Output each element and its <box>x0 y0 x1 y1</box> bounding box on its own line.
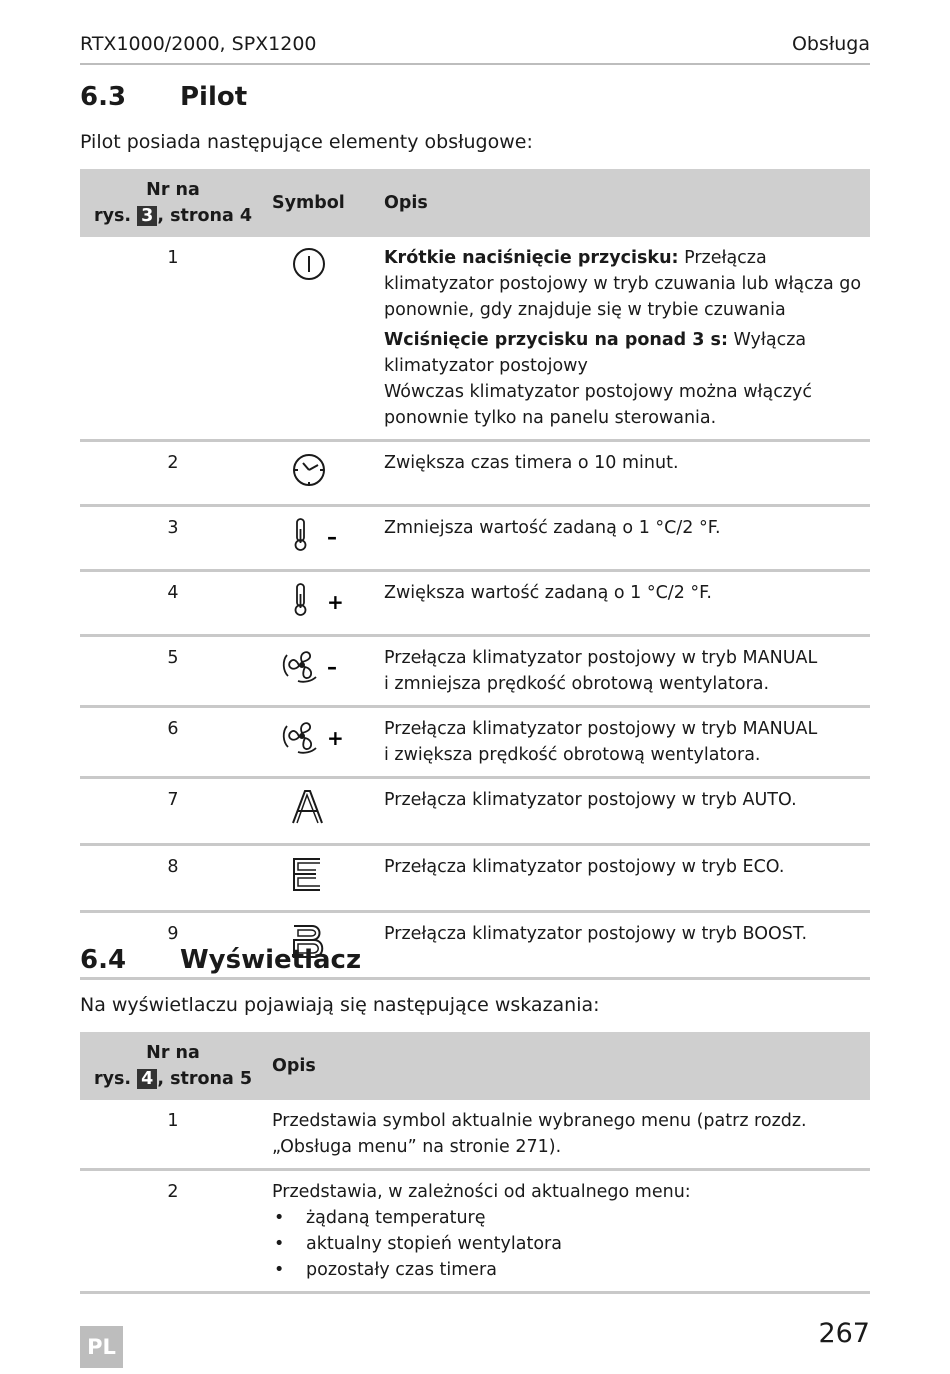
thermometer-icon <box>272 515 372 553</box>
letter-a-icon <box>272 787 372 827</box>
table-row: 3 – Zmniejsza wartość zadaną o 1 °C/2 °F. <box>80 506 870 571</box>
col-header-nr: Nr na rys. 4 , strona 5 <box>80 1032 266 1100</box>
sign-label: – <box>327 525 337 549</box>
fan-icon <box>272 645 372 685</box>
thermometer-icon <box>272 580 372 618</box>
bullet-list <box>272 1205 864 1283</box>
power-icon <box>272 245 372 281</box>
table-row: 2 Zwiększa czas timera o 10 minut. <box>80 441 870 506</box>
header-chapter: Obsługa <box>791 33 870 55</box>
table-row: 5 – Przełącza klimatyzator postojowy w tryb MANUAL i zmniejsza prędkość obrotową wentylatora. <box>80 636 870 707</box>
running-header <box>80 33 870 65</box>
col-header-symbol: Symbol <box>266 169 378 237</box>
table-row: 7 Przełącza klimatyzator postojowy w tryb AUTO. <box>80 778 870 845</box>
table-row: 4 + Zwiększa wartość zadaną o 1 °C/2 °F. <box>80 571 870 636</box>
language-badge: PL <box>80 1326 123 1368</box>
figure-number-badge: 4 <box>137 1069 157 1089</box>
section-intro: Pilot posiada następujące elementy obsługowe: <box>80 131 533 153</box>
list-item: • pozostały czas timera <box>272 1257 864 1283</box>
table-header-row <box>80 1032 870 1100</box>
col-header-nr: Nr na rys. 3 , strona 4 <box>80 169 266 237</box>
sign-label: + <box>327 590 344 614</box>
table-row: 6 + Przełącza klimatyzator postojowy w tryb MANUAL i zwiększa prędkość obrotową wentylatora. <box>80 707 870 778</box>
page-number: 267 <box>818 1318 870 1349</box>
table-row: 8 Przełącza klimatyzator postojowy w tryb ECO. <box>80 845 870 912</box>
section-intro: Na wyświetlaczu pojawiają się następujące wskazania: <box>80 994 600 1016</box>
section-number: 6.4 <box>80 945 127 975</box>
table-row: 9 Przełącza klimatyzator postojowy w tryb BOOST. <box>80 912 870 979</box>
fan-icon <box>272 716 372 756</box>
table-row: 1 Krótkie naciśnięcie przycisku: Przełącza klimatyzator postojowy w tryb czuwania lub włącza go ponownie, gdy znajduje się w trybie czuwania Wciśnięcie przycisku na ponad 3 s: Wyłącza klimatyzator postojowy Wówczas klimatyzator postojowy można włączyć ponownie tylko na panelu sterowania. <box>80 237 870 441</box>
section-heading-6-3 <box>80 82 247 112</box>
table-row: 1 Przedstawia symbol aktualnie wybranego menu (patrz rozdz. „Obsługa menu” na stronie 271). <box>80 1100 870 1170</box>
table-row: 2 Przedstawia, w zależności od aktualnego menu: • żądaną temperaturę • aktualny stopień wentylatora • pozostały czas timera <box>80 1170 870 1293</box>
section-title: Wyświetlacz <box>180 945 362 975</box>
list-item: • żądaną temperaturę <box>272 1205 864 1231</box>
display-table <box>80 1032 870 1294</box>
timer-icon <box>272 450 372 488</box>
sign-label: – <box>327 655 337 679</box>
list-item: • aktualny stopień wentylatora <box>272 1231 864 1257</box>
col-header-opis: Opis <box>378 169 870 237</box>
section-title: Pilot <box>180 82 248 112</box>
table-header-row <box>80 169 870 237</box>
section-heading-6-4 <box>80 945 361 975</box>
figure-number-badge: 3 <box>137 206 157 226</box>
sign-label: + <box>327 726 344 750</box>
letter-e-icon <box>272 854 372 894</box>
remote-table <box>80 169 870 980</box>
header-model: RTX1000/2000, SPX1200 <box>80 33 317 55</box>
section-number: 6.3 <box>80 82 127 112</box>
col-header-opis: Opis <box>266 1032 870 1100</box>
